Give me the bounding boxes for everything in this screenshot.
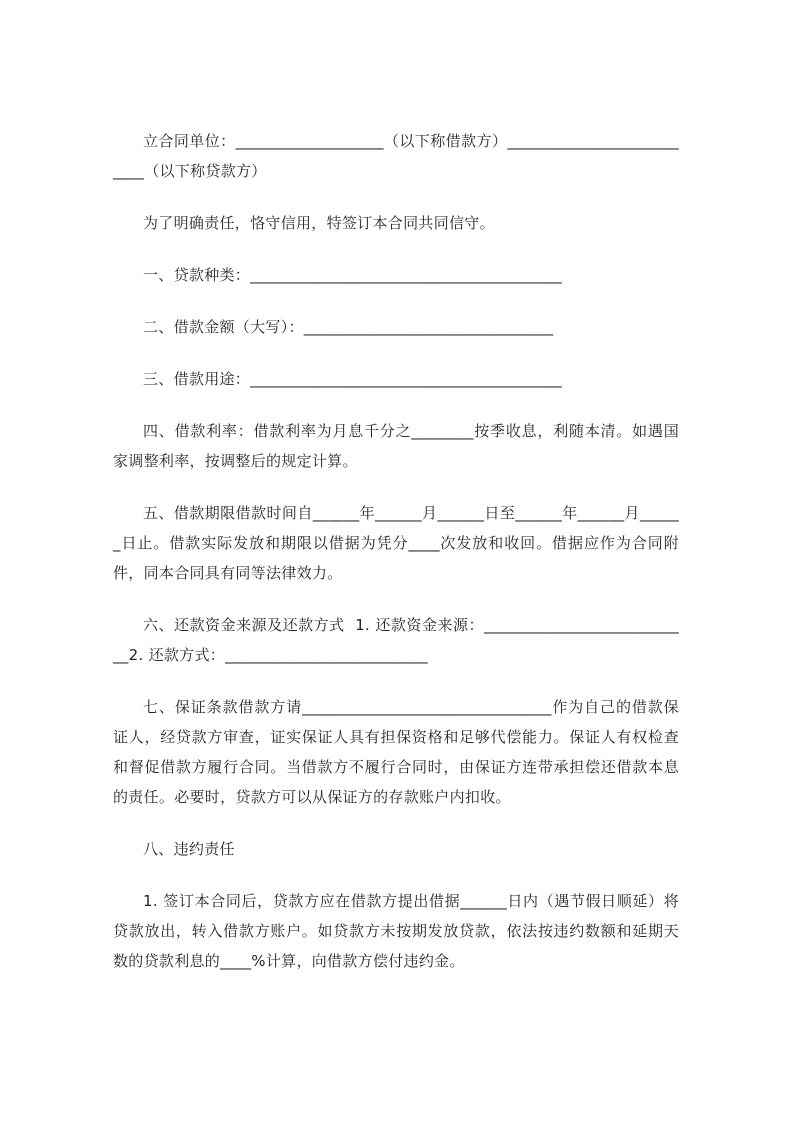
paragraph-clause-5-loan-term: 五、借款期限借款时间自______年______月______日至______年______月______日止。借款实际发放和期限以借据为凭分____次发放和收回。借据应作为合同附件，同本合同具有同等法律效力。 — [113, 504, 679, 582]
paragraph-preamble: 为了明确责任，恪守信用，特签订本合同共同信守。 — [143, 214, 495, 232]
paragraph-clause-6-repayment: 六、还款资金来源及还款方式 1. 还款资金来源：___________________________2. 还款方式：__________________________ — [113, 616, 679, 664]
paragraph-clause-4-interest-rate: 四、借款利率：借款利率为月息千分之________按季收息，利随本清。如遇国家调整利率，按调整后的规定计算。 — [113, 422, 679, 470]
paragraph-clause-3-loan-purpose: 三、借款用途：________________________________________ — [143, 370, 563, 388]
paragraph-clause-8-item-1: 1. 签订本合同后，贷款方应在借款方提出借据______日内（遇节假日顺延）将贷款放出，转入借款方账户。如贷款方未按期发放贷款，依法按违约数额和延期天数的贷款利息的____%计算，向借款方偿付违约金。 — [113, 892, 679, 970]
document-body — [113, 126, 679, 976]
paragraph-clause-7-guarantee: 七、保证条款借款方请________________________________作为自己的借款保证人，经贷款方审查，证实保证人具有担保资格和足够代偿能力。保证人有权检查和督促借款方履行合同。当借款方不履行合同时，由保证方连带承担偿还借款本息的责任。必要时，贷款方可以从保证方的存款账户内扣收。 — [113, 698, 679, 806]
paragraph-clause-2-loan-amount: 二、借款金额（大写）：________________________________ — [143, 318, 554, 336]
paragraph-clause-8-breach-title: 八、违约责任 — [143, 840, 235, 858]
paragraph-clause-1-loan-type: 一、贷款种类：________________________________________ — [143, 266, 563, 284]
paragraph-parties: 立合同单位：___________________（以下称借款方）__________________________（以下称贷款方） — [113, 132, 679, 180]
